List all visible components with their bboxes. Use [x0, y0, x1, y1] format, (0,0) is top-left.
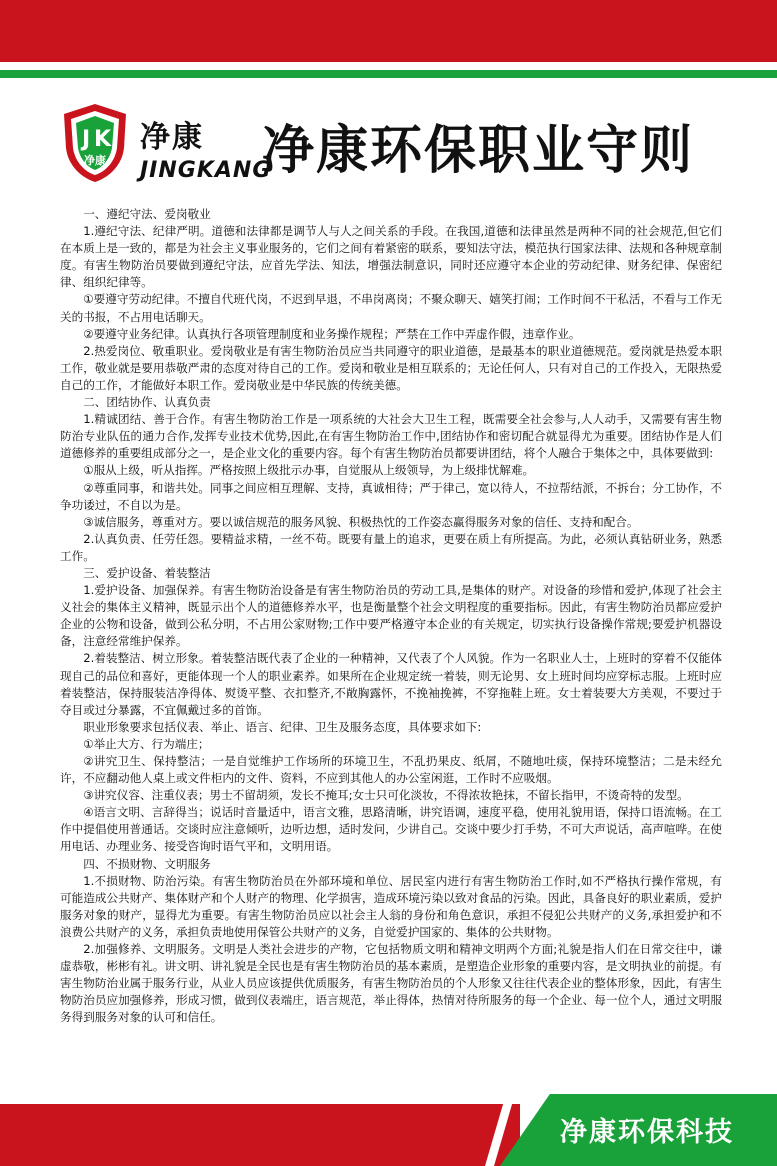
paragraph: 1.遵纪守法、纪律严明。道德和法律都是调节人与人之间关系的手段。在我国,道德和法律虽然是两种不同的社会规范,但它们在本质上是一致的，都是为社会主义事业服务的，它们之间有着紧密的联系，要知法守法，模范执行国家法律、法规和各种规章制度。有害生物防治员要做到遵纪守法，应首先学法、知法，增强法制意识，同时还应遵守本企业的劳动纪律、财务纪律、保密纪律、组织纪律等。 — [60, 224, 722, 290]
shield-logo-icon — [60, 102, 130, 184]
logo-mark-text: 净康 — [84, 154, 106, 167]
svg-text:J: J — [82, 127, 91, 152]
section-heading: 三、爱护设备、着装整洁 — [83, 565, 211, 580]
brand-name-cn: 净康 — [140, 120, 204, 155]
paragraph: 2.认真负责、任劳任怨。要精益求精，一丝不苟。既要有量上的追求，更要在质上有所提高。为此，必须认真钻研业务，熟悉工作。 — [60, 531, 722, 563]
footer-band — [0, 1094, 777, 1166]
paragraph: 职业形象要求包括仪表、举止、语言、纪律、卫生及服务态度，具体要求如下: — [83, 719, 482, 734]
paragraph: 2.加强修养、文明服务。文明是人类社会进步的产物，它包括物质文明和精神文明两个方面;礼貌是指人们在日常交往中，谦虚恭敬，彬彬有礼。讲文明、讲礼貌是全民也是有害生物防治员的基本素质，是塑造企业形象的重要内容，是文明执业的前提。有害生物防治业属于服务行业，从业人员应该提供优质服务，有害生物防治员的个人形象又往往代表企业的整体形象，因此，有害生物防治员应加强修养，形成习惯，做到仪表端庄，语言规范，举止得体，热情对待所服务的每一个企业、每一位个人，通过文明服务得到服务对象的认可和信任。 — [60, 942, 722, 1025]
rules-body — [60, 206, 722, 1027]
page-title: 净康环保职业守则 — [262, 121, 695, 181]
paragraph: 1.爱护设备、加强保养。有害生物防治设备是有害生物防治员的劳动工具,是集体的财产。对设备的珍惜和爱护,体现了社会主义社会的集体主义精神，既显示出个人的道德修养水平，也是衡量整个社会文明程度的重要指标。因此，有害生物防治员都应爱护企业的公物和设备，做到公私分明，不占用公家财物;工作中要严格遵守本企业的有关规定，切实执行设备操作常规;要爱护机器设备，注意经常维护保养。 — [60, 583, 722, 649]
top-red-band — [0, 0, 777, 62]
paragraph: 1.不损财物、防治污染。有害生物防治员在外部环境和单位、居民室内进行有害生物防治工作时,如不严格执行操作常规，有可能造成公共财产、集体财产和个人财产的物理、化学损害，造成环境污染以致对食品的污染。因此，具备良好的职业素质，爱护服务对象的财产，显得尤为重要。有害生物防治员应以社会主人翁的身份和角色意识，承担不侵犯公共财产的义务,承担爱护和不浪费公共财产的义务，承担负责地使用保管公共财产的义务，自觉爱护国家的、集体的公共财物。 — [60, 873, 722, 939]
paragraph: ①举止大方、行为端庄； — [83, 736, 210, 751]
paragraph: 1.精诚团结、善于合作。有害生物防治工作是一项系统的大社会大卫生工程，既需要全社会参与,人人动手，又需要有害生物防治专业队伍的通力合作,发挥专业技术优势,因此,在有害生物防治工作中,团结协作和密切配合就显得尤为重要。团结协作是人们道德修养的重要组成部分之一，是企业文化的重要内容。每个有害生物防治员都要讲团结，将个人融合于集体之中，具体要做到: — [60, 412, 722, 461]
paragraph: ①服从上级，听从指挥。严格按照上级批示办事，自觉服从上级领导，为上级排忧解难。 — [83, 463, 535, 478]
footer-red-band — [0, 1104, 520, 1166]
paragraph: ②讲究卫生、保持整洁；一是自觉维护工作场所的环境卫生，不乱扔果皮、纸屑，不随地吐痰，保持环境整洁；二是未经允许，不应翻动他人桌上或文件柜内的文件、资料，不应到其他人的办公室闲逛，工作时不应吸烟。 — [60, 754, 722, 786]
section-heading: 四、不损财物、文明服务 — [83, 856, 211, 871]
header — [0, 90, 777, 200]
paragraph: ②要遵守业务纪律。认真执行各项管理制度和业务操作规程；严禁在工作中弄虚作假，违章作业。 — [83, 326, 581, 341]
section-heading: 二、团结协作、认真负责 — [83, 395, 211, 410]
footer-company-name: 净康环保科技 — [560, 1117, 734, 1148]
paragraph: 2.热爱岗位、敬重职业。爱岗敬业是有害生物防治员应当共同遵守的职业道德，是最基本的职业道德规范。爱岗就是热爱本职工作，敬业就是要用恭敬严肃的态度对待自己的工作。爱岗和敬业是相互联系的；无论任何人，只有对自己的工作投入，无限热爱自己的工作，才能做好本职工作。爱岗敬业是中华民族的传统美德。 — [60, 343, 722, 392]
paragraph: ②尊重同事，和谐共处。同事之间应相互理解、支持，真诚相待；严于律己，宽以待人，不拉帮结派，不拆台；分工协作，不争功诿过，不自以为是。 — [60, 480, 722, 512]
paragraph: 2.着装整洁、树立形象。着装整洁既代表了企业的一种精神，又代表了个人风貌。作为一名职业人士，上班时的穿着不仅能体现自己的品位和喜好，更能体现一个人的职业素养。如果所在企业规定统一着装，则无论男、女上班时间均应穿标志服。上班时应着装整洁，保持服装洁净得体、熨烫平整、衣扣整齐,不敞胸露怀，不挽袖挽裤，不穿拖鞋上班。女士着装要大方美观，不要过于夺目或过分暴露，不宜佩戴过多的首饰。 — [60, 651, 722, 717]
paragraph: ④语言文明、言辞得当；说话时音量适中，语言文雅，思路清晰，讲究语调，速度平稳，使用礼貌用语，保持口语流畅。在工作中提倡使用普通话。交谈时应注意倾听，边听边想，适时发问，少讲自己。交谈中要少打手势，不可大声说话，高声喧哗。在使用电话、办理业务、接受咨询时语气平和，文明用语。 — [60, 805, 722, 854]
top-green-stripe — [0, 70, 777, 78]
brand-logo — [60, 102, 272, 188]
brand-name-en: JINGKANG — [140, 158, 272, 183]
svg-text:K: K — [94, 127, 112, 152]
section-heading: 一、遵纪守法、爱岗敬业 — [83, 207, 211, 221]
paragraph: ③讲究仪容、注重仪表；男士不留胡须，发长不掩耳;女士只可化淡妆，不得浓妆艳抹，不留长指甲，不烫奇特的发型。 — [83, 788, 689, 803]
top-white-stripe — [0, 62, 777, 70]
paragraph: ①要遵守劳动纪律。不擅自代班代岗，不迟到早退，不串岗离岗；不聚众聊天、嬉笑打闹；工作时间不干私活，不看与工作无关的书报，不占用电话聊天。 — [60, 292, 722, 324]
paragraph: ③诚信服务，尊重对方。要以诚信规范的服务风貌、积极热忱的工作姿态赢得服务对象的信任、支持和配合。 — [83, 514, 639, 529]
